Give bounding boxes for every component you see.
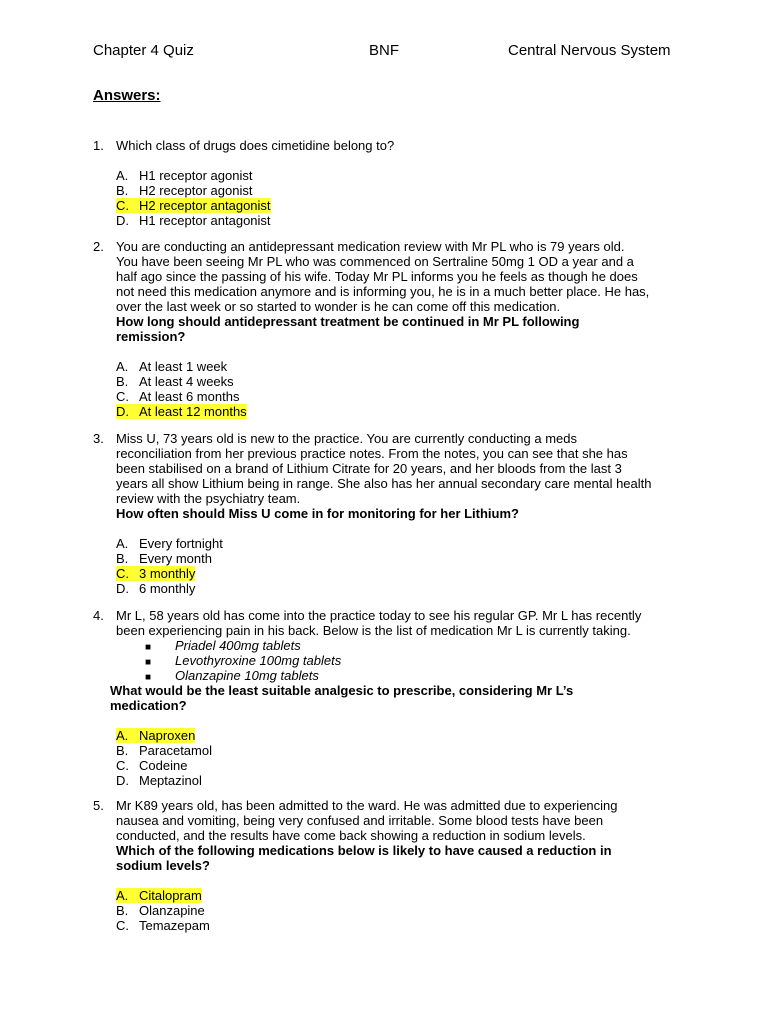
answers-heading: Answers: — [93, 87, 161, 104]
medication-item: ■ Levothyroxine 100mg tablets — [145, 653, 342, 668]
option-a: A. H1 receptor agonist — [116, 168, 253, 183]
question-5 — [93, 798, 693, 933]
option-c: C. Codeine — [116, 758, 188, 773]
question-prompt: medication? — [110, 698, 187, 713]
question-text-line: conducted, and the results have come back showing a reduction in sodium levels. — [116, 828, 586, 843]
question-number: 3. — [93, 431, 104, 446]
option-d: D. 6 monthly — [116, 581, 196, 596]
question-text-line: nausea and vomiting, being very confused and irritable. Some blood tests have been — [116, 813, 604, 828]
question-text-line: Mr K89 years old, has been admitted to the ward. He was admitted due to experiencing — [116, 798, 618, 813]
question-number: 4. — [93, 608, 104, 623]
question-text-line: years all show Lithium being in range. She also has her annual secondary care mental health — [116, 476, 652, 491]
option-b: B. At least 4 weeks — [116, 374, 234, 389]
header-topic: Central Nervous System — [508, 42, 671, 59]
question-number: 1. — [93, 138, 104, 153]
option-d: D. Meptazinol — [116, 773, 202, 788]
question-text-line: reconciliation from her previous practice notes. From the notes, you can see that she has — [116, 446, 628, 461]
question-text-line: Miss U, 73 years old is new to the practice. You are currently conducting a meds — [116, 431, 578, 446]
question-prompt: How often should Miss U come in for monitoring for her Lithium? — [116, 506, 519, 521]
option-b: B. H2 receptor agonist — [116, 183, 253, 198]
options-list — [116, 359, 693, 419]
options-list — [116, 728, 693, 788]
question-number: 2. — [93, 239, 104, 254]
header-book: BNF — [369, 42, 399, 59]
question-text-line: You are conducting an antidepressant medication review with Mr PL who is 79 years old. — [116, 239, 625, 254]
options-list — [116, 888, 693, 933]
option-c-correct: C. 3 monthly — [116, 566, 196, 581]
bullet-icon: ■ — [145, 657, 152, 668]
question-1 — [93, 138, 693, 228]
medication-item: ■ Olanzapine 10mg tablets — [145, 668, 319, 683]
question-text-line: review with the psychiatry team. — [116, 491, 301, 506]
medication-item: ■ Priadel 400mg tablets — [145, 638, 301, 653]
option-d: D. H1 receptor antagonist — [116, 213, 271, 228]
options-list — [116, 168, 693, 228]
question-text-line: Mr L, 58 years old has come into the practice today to see his regular GP. Mr L has recently — [116, 608, 642, 623]
option-a: A. At least 1 week — [116, 359, 228, 374]
question-prompt: remission? — [116, 329, 186, 344]
question-text-line: been stabilised on a brand of Lithium Citrate for 20 years, and her bloods from the last 3 — [116, 461, 622, 476]
medication-list — [145, 638, 693, 683]
question-prompt: What would be the least suitable analgesic to prescribe, considering Mr L’s — [110, 683, 574, 698]
question-prompt: How long should antidepressant treatment be continued in Mr PL following — [116, 314, 580, 329]
option-b: B. Every month — [116, 551, 212, 566]
question-number: 5. — [93, 798, 104, 813]
option-c: C. At least 6 months — [116, 389, 240, 404]
question-prompt: Which of the following medications below is likely to have caused a reduction in — [116, 843, 612, 858]
options-list — [116, 536, 693, 596]
question-text-line: You have been seeing Mr PL who was commenced on Sertraline 50mg 1 OD a year and a — [116, 254, 634, 269]
question-text-line: over the last week or so started to wonder is he can come off this medication. — [116, 299, 561, 314]
bullet-icon: ■ — [145, 672, 152, 683]
option-b: B. Olanzapine — [116, 903, 205, 918]
bullet-icon: ■ — [145, 642, 152, 653]
question-text-line: been experiencing pain in his back. Below is the list of medication Mr L is currently taking. — [116, 623, 631, 638]
option-c: C. Temazepam — [116, 918, 210, 933]
option-c-correct: C. H2 receptor antagonist — [116, 198, 271, 213]
question-text-line: half ago since the passing of his wife. Today Mr PL informs you he feels as though he does — [116, 269, 638, 284]
question-4 — [93, 608, 693, 788]
question-2 — [93, 239, 693, 419]
option-a: A. Every fortnight — [116, 536, 223, 551]
header-chapter: Chapter 4 Quiz — [93, 42, 194, 59]
option-b: B. Paracetamol — [116, 743, 212, 758]
question-text-line: not need this medication anymore and is informing you, he is in a much better place. He has, — [116, 284, 650, 299]
option-a-correct: A. Citalopram — [116, 888, 202, 903]
option-a-correct: A. Naproxen — [116, 728, 196, 743]
question-text: Which class of drugs does cimetidine belong to? — [116, 138, 395, 153]
question-3 — [93, 431, 693, 596]
question-prompt: sodium levels? — [116, 858, 210, 873]
option-d-correct: D. At least 12 months — [116, 404, 247, 419]
